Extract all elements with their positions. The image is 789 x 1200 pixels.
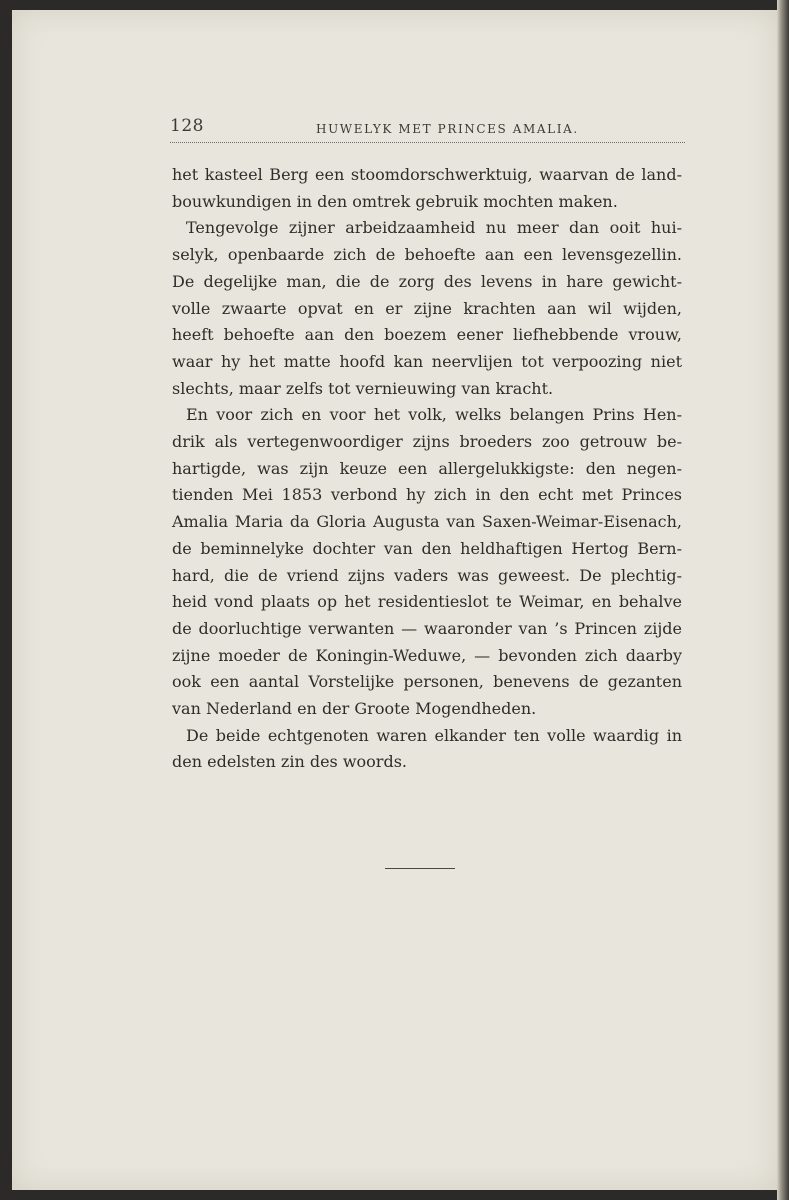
page-header <box>170 116 685 144</box>
text-line: hartigde, was zijn keuze een allergelukkigste: den negen- <box>172 458 682 478</box>
text-line: waar hy het matte hoofd kan neervlijen tot verpoozing niet <box>172 351 682 371</box>
text-line: heid vond plaats op het residentieslot te Weimar, en behalve <box>172 592 682 612</box>
paragraph <box>172 402 682 722</box>
text-line: selyk, openbaarde zich de behoefte aan een levensgezellin. <box>172 245 682 265</box>
text-line: van Nederland en der Groote Mogendheden. <box>172 699 537 719</box>
text-line: tienden Mei 1853 verbond hy zich in den echt met Princes <box>172 485 682 505</box>
page-edge <box>777 0 789 1200</box>
text-line: zijne moeder de Koningin-Weduwe, — bevonden zich daarby <box>172 645 682 665</box>
header-rule <box>170 142 685 143</box>
paragraph <box>172 723 682 776</box>
text-line: heeft behoefte aan den boezem eener liefhebbende vrouw, <box>172 325 682 345</box>
text-line: den edelsten zin des woords. <box>172 752 407 772</box>
body-text <box>172 162 682 776</box>
text-line: de doorluchtige verwanten — waaronder van ’s Princen zijde <box>172 618 682 638</box>
text-line: De beide echtgenoten waren elkander ten volle waardig in <box>186 725 682 745</box>
text-line: het kasteel Berg een stoomdorschwerktuig, waarvan de land- <box>172 165 682 184</box>
text-line: De degelijke man, die de zorg des levens in hare gewicht- <box>172 271 682 291</box>
text-line: Tengevolge zijner arbeidzaamheid nu meer dan ooit hui- <box>186 218 682 238</box>
page-number: 128 <box>170 116 204 136</box>
text-line: de beminnelyke dochter van den heldhaftigen Hertog Bern- <box>172 538 682 558</box>
paragraph <box>172 215 682 402</box>
text-line: bouwkundigen in den omtrek gebruik mochten maken. <box>172 191 618 211</box>
end-rule <box>385 868 455 869</box>
text-line: volle zwaarte opvat en er zijne krachten aan wil wijden, <box>172 298 682 318</box>
paragraph <box>172 162 682 215</box>
text-line: ook een aantal Vorstelijke personen, benevens de gezanten <box>172 672 682 692</box>
text-line: drik als vertegenwoordiger zijns broeders zoo getrouw be- <box>172 432 682 452</box>
text-line: hard, die de vriend zijns vaders was geweest. De plechtig- <box>172 565 682 585</box>
running-title: HUWELYK MET PRINCES AMALIA. <box>316 122 579 136</box>
text-line: En voor zich en voor het volk, welks belangen Prins Hen- <box>186 405 682 425</box>
text-line: slechts, maar zelfs tot vernieuwing van kracht. <box>172 378 554 398</box>
text-line: Amalia Maria da Gloria Augusta van Saxen-Weimar-Eisenach, <box>172 512 682 532</box>
